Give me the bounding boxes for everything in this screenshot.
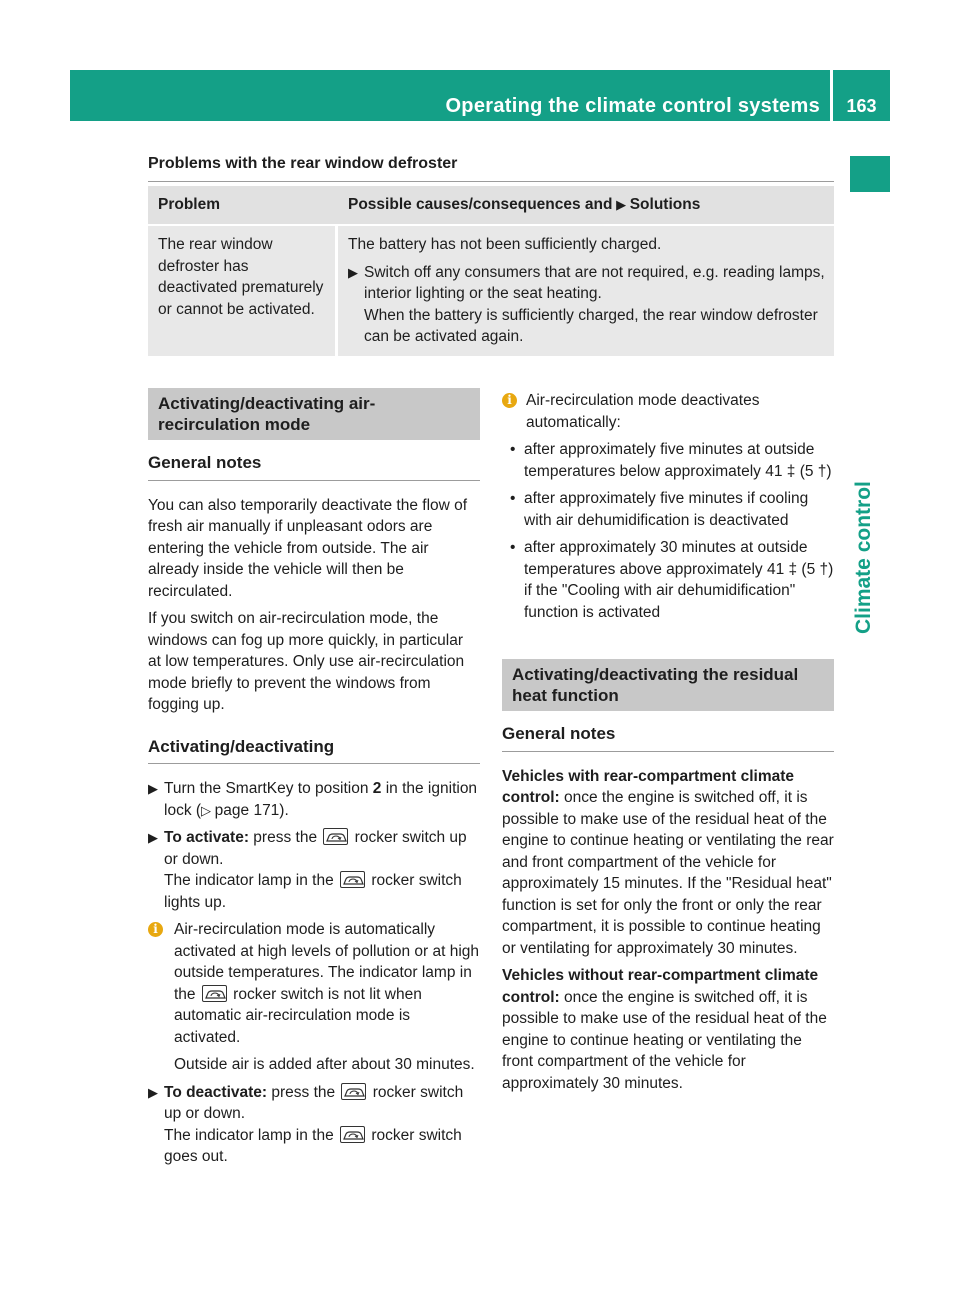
solution-step-text: Switch off any consumers that are not required, e.g. reading lamps, interior lighting or the seat heating. [364, 263, 825, 302]
paragraph-label: Vehicles without rear-compartment climate control: [502, 967, 819, 1006]
step-text: in the ignition lock ( [164, 780, 478, 819]
header-causes-label: Possible causes/consequences and [348, 196, 613, 214]
right-column [502, 390, 834, 1100]
recirculation-heading: Activating/deactivating air-recirculation mode [148, 388, 480, 440]
step-label: To activate: [164, 829, 249, 846]
paragraph: You can also temporarily deactivate the flow of fresh air manually if unpleasant odors are entering the vehicle from outside. The air already inside the vehicle will then be recirculated. [148, 496, 468, 600]
chapter-title: Operating the climate control systems [70, 70, 830, 121]
info-text: Air-recirculation mode deactivates automatically: [526, 392, 760, 431]
step-arrow-icon: ▶ [148, 781, 158, 796]
list-item-text: after approximately 30 minutes at outside temperatures above approximately 41 ‡ (5 †) if the "Cooling with air dehumidification" function is activated [524, 539, 834, 621]
side-tab-marker [850, 156, 890, 192]
step-text: press the [267, 1083, 340, 1101]
list-item [506, 439, 834, 482]
info-note [148, 919, 480, 1076]
table-row [148, 226, 834, 356]
step-text: The indicator lamp in the [164, 872, 339, 889]
step-text: rocker switch up or down. [164, 829, 467, 868]
header-causes [338, 186, 834, 224]
step-arrow-icon: ▶ [348, 264, 358, 280]
paragraph-text: once the engine is switched off, it is possible to make use of the residual heat of the engine to continue heating or ventilating the rear and front compartment of the vehicle for approximately 15 minutes. If the "Residual heat" function is set for only the front or only the rear compartment, it is possible to continue heating or ventilating for approximately 30 minutes. [502, 789, 834, 957]
air-recirculation-icon [202, 985, 227, 1002]
general-notes-title: General notes [502, 723, 834, 752]
paragraph: If you switch on air-recirculation mode, the windows can fog up more quickly, in particular at low temperatures. Only use air-recirculation mode briefly to prevent the windows from fogging up. [148, 610, 465, 713]
step-arrow-icon: ▶ [148, 1084, 158, 1100]
problem-cell: The rear window defroster has deactivated prematurely or cannot be activated. [148, 226, 335, 356]
air-recirculation-icon [341, 1083, 366, 1100]
list-item-text: after approximately five minutes if cooling with air dehumidification is deactivated [524, 490, 809, 529]
step-arrow-icon: ▶ [148, 830, 158, 845]
info-icon: i [148, 922, 163, 937]
step-text: rocker switch up or down. [164, 1083, 464, 1122]
air-recirculation-icon [340, 1126, 365, 1143]
section-title: Problems with the rear window defroster [148, 153, 834, 182]
step-label: To deactivate: [164, 1083, 268, 1101]
info-note [502, 390, 834, 433]
side-tab-label: Climate control [852, 481, 875, 634]
solution-cell [338, 226, 834, 356]
page-header [70, 70, 890, 121]
info-text: Air-recirculation mode is automatically activated at high levels of pollution or at high outside temperatures. The indicator lamp in the [174, 921, 480, 1003]
step-text: Turn the SmartKey to position [164, 780, 373, 797]
air-recirculation-icon [323, 828, 348, 845]
table-header [148, 186, 834, 224]
page-number: 163 [833, 70, 890, 121]
step-arrow-icon: ▶ [612, 197, 630, 213]
bullet-marker: • [510, 539, 516, 556]
general-notes-title: General notes [148, 452, 480, 481]
chapter-side-tab [850, 156, 890, 656]
step-text: The indicator lamp in the [164, 1126, 339, 1144]
step-activate [148, 827, 480, 913]
bullet-marker: • [510, 490, 516, 507]
solution-step [348, 262, 826, 348]
list-item-text: after approximately five minutes at outside temperatures below approximately 41 ‡ (5 †) [524, 441, 832, 480]
info-text: rocker switch is not lit when automatic air-recirculation mode is activated. [174, 985, 422, 1046]
key-position: 2 [372, 780, 382, 797]
page-ref-icon: ▷ [201, 802, 215, 818]
paragraph-label: Vehicles with rear-compartment climate control: [502, 767, 795, 806]
paragraph [502, 766, 834, 960]
header-solutions-label: Solutions [629, 196, 701, 214]
solution-step-note: When the battery is sufficiently charged, the rear window defroster can be activated again. [364, 306, 818, 345]
problems-table [148, 186, 834, 356]
step-deactivate [148, 1082, 480, 1168]
paragraph [502, 965, 834, 1094]
info-text: Outside air is added after about 30 minutes. [174, 1056, 475, 1073]
paragraph-text: once the engine is switched off, it is possible to make use of the residual heat of the engine to continue heating or ventilating the front compartment of the vehicle for approximately 30 minutes. [502, 988, 827, 1092]
activating-title: Activating/deactivating [148, 736, 480, 765]
step-text: rocker switch lights up. [164, 872, 462, 911]
page-ref: page 171). [214, 801, 289, 819]
header-problem: Problem [158, 196, 221, 214]
deactivation-conditions [502, 439, 834, 623]
step-text: press the [249, 829, 322, 846]
residual-heat-heading: Activating/deactivating the residual heat function [502, 659, 834, 711]
list-item [506, 488, 834, 531]
bullet-marker: • [510, 441, 516, 458]
cause-text: The battery has not been sufficiently charged. [348, 236, 662, 253]
step-turn-key [148, 778, 480, 821]
info-icon: i [502, 393, 517, 408]
step-text: rocker switch goes out. [164, 1126, 462, 1165]
left-column [148, 388, 480, 1174]
list-item [506, 537, 834, 623]
air-recirculation-icon [340, 871, 365, 888]
